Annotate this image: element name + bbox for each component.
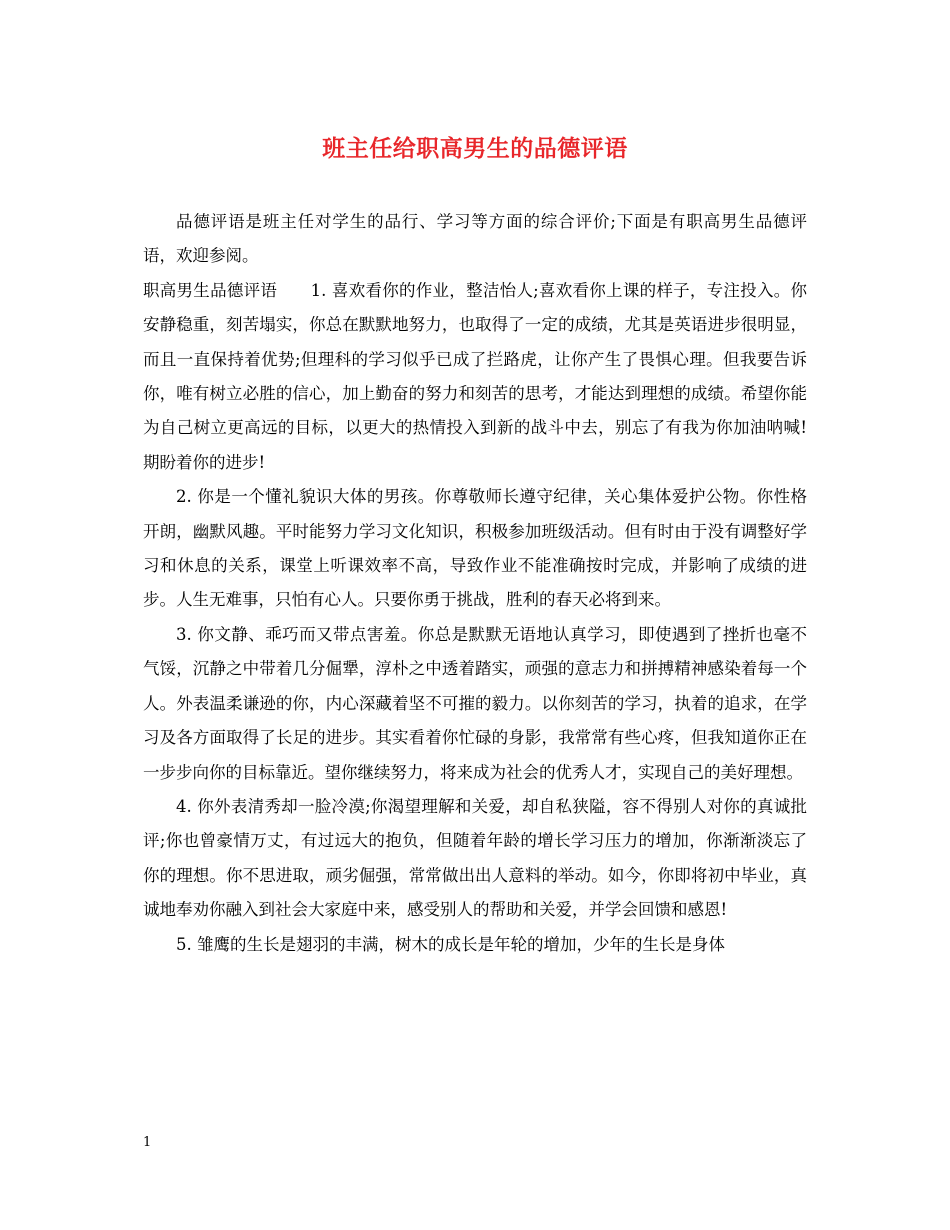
comment-paragraph-2: 2. 你是一个懂礼貌识大体的男孩。你尊敬师长遵守纪律，关心集体爱护公物。你性格开朗，幽默风趣。平时能努力学习文化知识，积极参加班级活动。但有时由于没有调整好学习和休息的关系，课堂上听课效率不高，导致作业不能准确按时完成，并影响了成绩的进步。人生无难事，只怕有心人。只要你勇于挑战，胜利的春天必将到来。 xyxy=(143,487,807,610)
comment-paragraph-1: 职高男生品德评语 1. 喜欢看你的作业，整洁怡人;喜欢看你上课的样子，专注投入。你安静稳重，刻苦塌实，你总在默默地努力，也取得了一定的成绩，尤其是英语进步很明显，而且一直保持着优势;但理科的学习似乎已成了拦路虎，让你产生了畏惧心理。但我要告诉你，唯有树立必胜的信心，加上勤奋的努力和刻苦的思考，才能达到理想的成绩。希望你能为自己树立更高远的目标，以更大的热情投入到新的战斗中去，别忘了有我为你加油呐喊!期盼着你的进步! xyxy=(143,280,807,472)
document-title: 班主任给职高男生的品德评语 xyxy=(322,135,628,162)
comment-paragraph-3: 3. 你文静、乖巧而又带点害羞。你总是默默无语地认真学习，即使遇到了挫折也毫不气馁，沉静之中带着几分倔犟，淳朴之中透着踏实，顽强的意志力和拼搏精神感染着每一个人。外表温柔谦逊的你，内心深藏着坚不可摧的毅力。以你刻苦的学习，执着的追求，在学习及各方面取得了长足的进步。其实看着你忙碌的身影，我常常有些心疼，但我知道你正在一步步向你的目标靠近。望你继续努力，将来成为社会的优秀人才，实现自己的美好理想。 xyxy=(143,624,807,782)
document-body xyxy=(143,205,807,962)
page-number: 1 xyxy=(143,1135,152,1150)
comment-paragraph-4: 4. 你外表清秀却一脸冷漠;你渴望理解和关爱，却自私狭隘，容不得别人对你的真诚批评;你也曾豪情万丈，有过远大的抱负，但随着年龄的增长学习压力的增加，你渐渐淡忘了你的理想。你不思进取，顽劣倔强，常常做出出人意料的举动。如今，你即将初中毕业，真诚地奉劝你融入到社会大家庭中来，感受别人的帮助和关爱，并学会回馈和感恩! xyxy=(143,796,807,920)
comment-paragraph-5: 5. 雏鹰的生长是翅羽的丰满，树木的成长是年轮的增加，少年的生长是身体 xyxy=(176,934,725,954)
intro-paragraph: 品德评语是班主任对学生的品行、学习等方面的综合评价;下面是有职高男生品德评语，欢迎参阅。 xyxy=(143,212,807,266)
